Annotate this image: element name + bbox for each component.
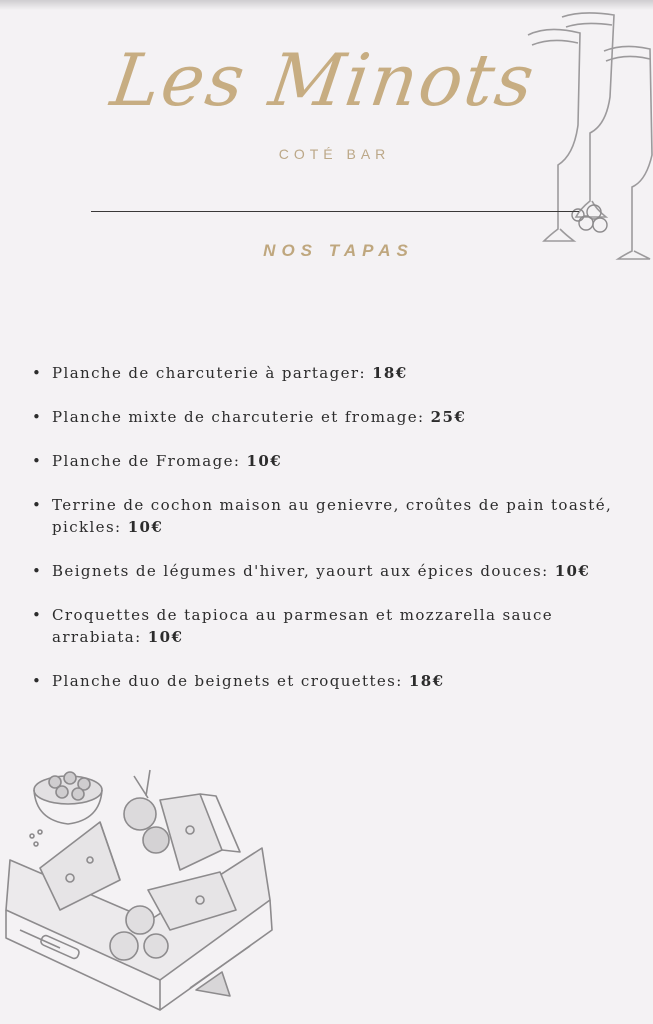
menu-item [30,362,620,384]
tapas-menu-list [30,362,620,714]
menu-item-name: Croquettes de tapioca au parmesan et mozzarella sauce arrabiata: [52,606,554,646]
menu-item-name: Planche de charcuterie à partager: [52,364,366,382]
menu-item [30,494,620,538]
section-title: NOS TAPAS [263,241,414,260]
menu-item-price: 10€ [127,518,164,536]
logo-subtitle: COTÉ BAR [278,146,391,162]
menu-item [30,560,620,582]
menu-item [30,670,620,692]
menu-item-name: Terrine de cochon maison au genievre, croûtes de pain toasté, pickles: [52,496,613,536]
menu-item-name: Planche mixte de charcuterie et fromage: [52,408,425,426]
menu-item-name: Planche duo de beignets et croquettes: [52,672,403,690]
menu-item [30,406,620,428]
menu-item-price: 25€ [430,408,467,426]
menu-item-price: 18€ [408,672,445,690]
menu-item [30,604,620,648]
restaurant-logo: Les Minots [106,38,541,122]
menu-item-price: 10€ [554,562,591,580]
cheese-board-icon [0,760,290,1024]
menu-item-price: 10€ [246,452,283,470]
menu-item-name: Planche de Fromage: [52,452,241,470]
menu-item-name: Beignets de légumes d'hiver, yaourt aux épices douces: [52,562,549,580]
menu-item [30,450,620,472]
champagne-glasses-icon [520,5,653,265]
menu-item-price: 10€ [147,628,184,646]
menu-item-price: 18€ [372,364,408,382]
header-divider [91,211,579,212]
